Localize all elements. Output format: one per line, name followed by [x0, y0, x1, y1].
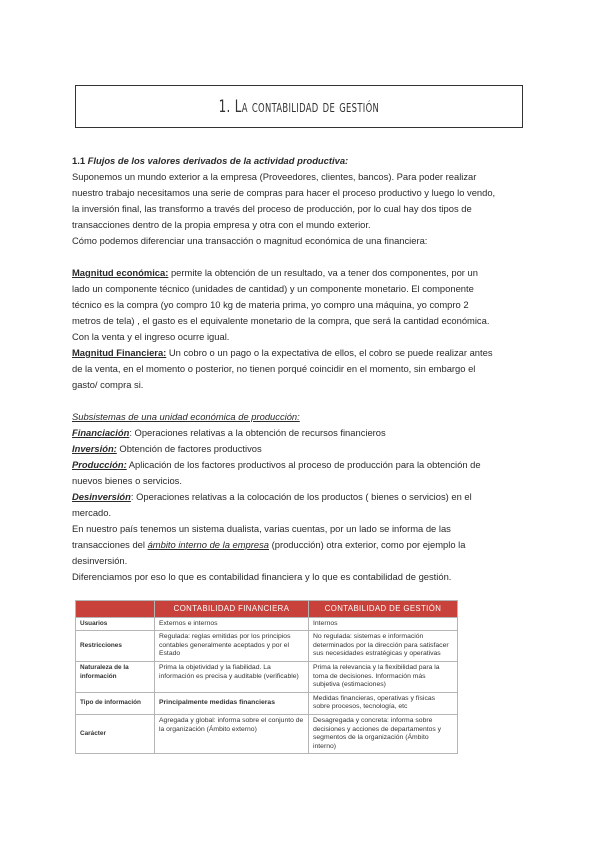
financiacion-text: : Operaciones relativas a la obtención de recursos financieros	[129, 427, 386, 438]
table-row	[76, 714, 458, 753]
row-label: Naturaleza de la información	[76, 661, 155, 692]
document-body	[72, 153, 528, 585]
cell-gestion: Internos	[309, 617, 458, 631]
page-title: 1. La contabilidad de gestión	[218, 96, 380, 117]
dualista-line-2	[72, 537, 528, 553]
inversion-text: Obtención de factores productivos	[116, 443, 262, 454]
produccion-line-2: nuevos bienes o servicios.	[72, 475, 182, 486]
cell-financiera: Agregada y global: informa sobre el conjunto de la organización (Ámbito externo)	[155, 714, 309, 753]
intro-line: nuestro trabajo necesitamos una serie de compras para hacer el proceso productivo y luego lo vendo,	[72, 187, 496, 198]
magnitud-economica-paragraph	[72, 265, 528, 281]
cell-financiera: Externos e internos	[155, 617, 309, 631]
section-heading	[72, 153, 528, 169]
table-row	[76, 692, 458, 714]
produccion-first: Aplicación de los factores productivos al proceso de producción para la obtención de	[126, 459, 481, 470]
cell-financiera: Principalmente medidas financieras	[155, 692, 309, 714]
ambito-interno-text: ámbito interno de la empresa	[147, 539, 269, 550]
subsistemas-heading	[72, 409, 528, 425]
cell-gestion: Desagregada y concreta: informa sobre decisiones y acciones de departamentos y segmentos de la organización (Ámbito interno)	[309, 714, 458, 753]
desinversion-line-2: mercado.	[72, 507, 112, 518]
row-label: Restricciones	[76, 631, 155, 662]
magnitud-economica-line: técnico es la compra (yo compro 10 kg de materia prima, yo compro una máquina, yo compro 2	[72, 299, 469, 310]
magnitud-financiera-first: Un cobro o un pago o la expectativa de ellos, el cobro se puede realizar antes	[166, 347, 493, 358]
magnitud-financiera-paragraph	[72, 345, 528, 361]
table-row	[76, 661, 458, 692]
financiacion-line	[72, 425, 528, 441]
magnitud-economica-line: metros de tela) , el gasto es el equivalente monetario de la compra, que será la cantidad económica.	[72, 315, 490, 326]
row-label: Usuarios	[76, 617, 155, 631]
magnitud-economica-label: Magnitud económica:	[72, 267, 169, 278]
comparison-table	[75, 600, 458, 754]
intro-line: Cómo podemos diferenciar una transacción o magnitud económica de una financiera:	[72, 235, 428, 246]
table-row	[76, 617, 458, 631]
row-label: Tipo de información	[76, 692, 155, 714]
produccion-line	[72, 457, 528, 473]
financiacion-label: Financiación	[72, 427, 130, 438]
magnitud-economica-line: lado un componente técnico (unidades de cantidad) y un componente monetario. El componente	[72, 283, 474, 294]
magnitud-economica-first: permite la obtención de un resultado, va a tener dos componentes, por un	[168, 267, 478, 278]
inversion-label: Inversión:	[72, 443, 117, 454]
section-number: 1.1	[72, 155, 86, 166]
cell-financiera: Prima la objetividad y la fiabilidad. La información es precisa y auditable (verificable)	[155, 661, 309, 692]
cell-gestion: Prima la relevancia y la flexibilidad para la toma de decisiones. Información más subjetiva (estimaciones)	[309, 661, 458, 692]
dualista-line-3: desinversión.	[72, 555, 128, 566]
desinversion-line	[72, 489, 528, 505]
magnitud-economica-line: Con la venta y el ingreso ocurre igual.	[72, 331, 230, 342]
magnitud-financiera-line: de la venta, en el momento o posterior, no tienen porqué coincidir en el momento, sin embargo el	[72, 363, 476, 374]
intro-line: la inversión final, las transformo a través del proceso de producción, por lo cual hay dos tipos de	[72, 203, 472, 214]
magnitud-financiera-line: gasto/ compra si.	[72, 379, 144, 390]
closing-line: Diferenciamos por eso lo que es contabilidad financiera y lo que es contabilidad de gestión.	[72, 571, 452, 582]
cell-gestion: Medidas financieras, operativas y físicas sobre procesos, tecnología, etc	[309, 692, 458, 714]
inversion-line	[72, 441, 528, 457]
cell-financiera: Regulada: reglas emitidas por los principios contables generalmente aceptados y por el Estado	[155, 631, 309, 662]
table-header-empty	[76, 601, 155, 618]
table-row	[76, 631, 458, 662]
intro-line: Suponemos un mundo exterior a la empresa (Proveedores, clientes, bancos). Para poder realizar	[72, 171, 477, 182]
section-heading-text: Flujos de los valores derivados de la actividad productiva:	[87, 155, 349, 166]
table-header-row	[76, 601, 458, 618]
dualista-line: En nuestro país tenemos un sistema dualista, varias cuentas, por un lado se informa de las	[72, 523, 451, 534]
title-box	[75, 85, 523, 128]
row-label: Carácter	[76, 714, 155, 753]
produccion-label: Producción:	[72, 459, 127, 470]
subsistemas-heading-text: Subsistemas de una unidad económica de producción:	[72, 411, 300, 422]
desinversion-first: : Operaciones relativas a la colocación de los productos ( bienes o servicios) en el	[130, 491, 472, 502]
desinversion-label: Desinversión	[72, 491, 131, 502]
header-gestion: CONTABILIDAD DE GESTIÓN	[309, 601, 458, 618]
dualista-post: (producción) otra exterior, como por ejemplo la	[269, 539, 466, 550]
dualista-pre: transacciones del	[72, 539, 148, 550]
cell-gestion: No regulada: sistemas e información determinados por la dirección para satisfacer sus necesidades estratégicas y operativas	[309, 631, 458, 662]
magnitud-financiera-label: Magnitud Financiera:	[72, 347, 167, 358]
intro-line: transacciones dentro de la propia empresa y otra con el mundo exterior.	[72, 219, 371, 230]
header-financiera: CONTABILIDAD FINANCIERA	[155, 601, 309, 618]
